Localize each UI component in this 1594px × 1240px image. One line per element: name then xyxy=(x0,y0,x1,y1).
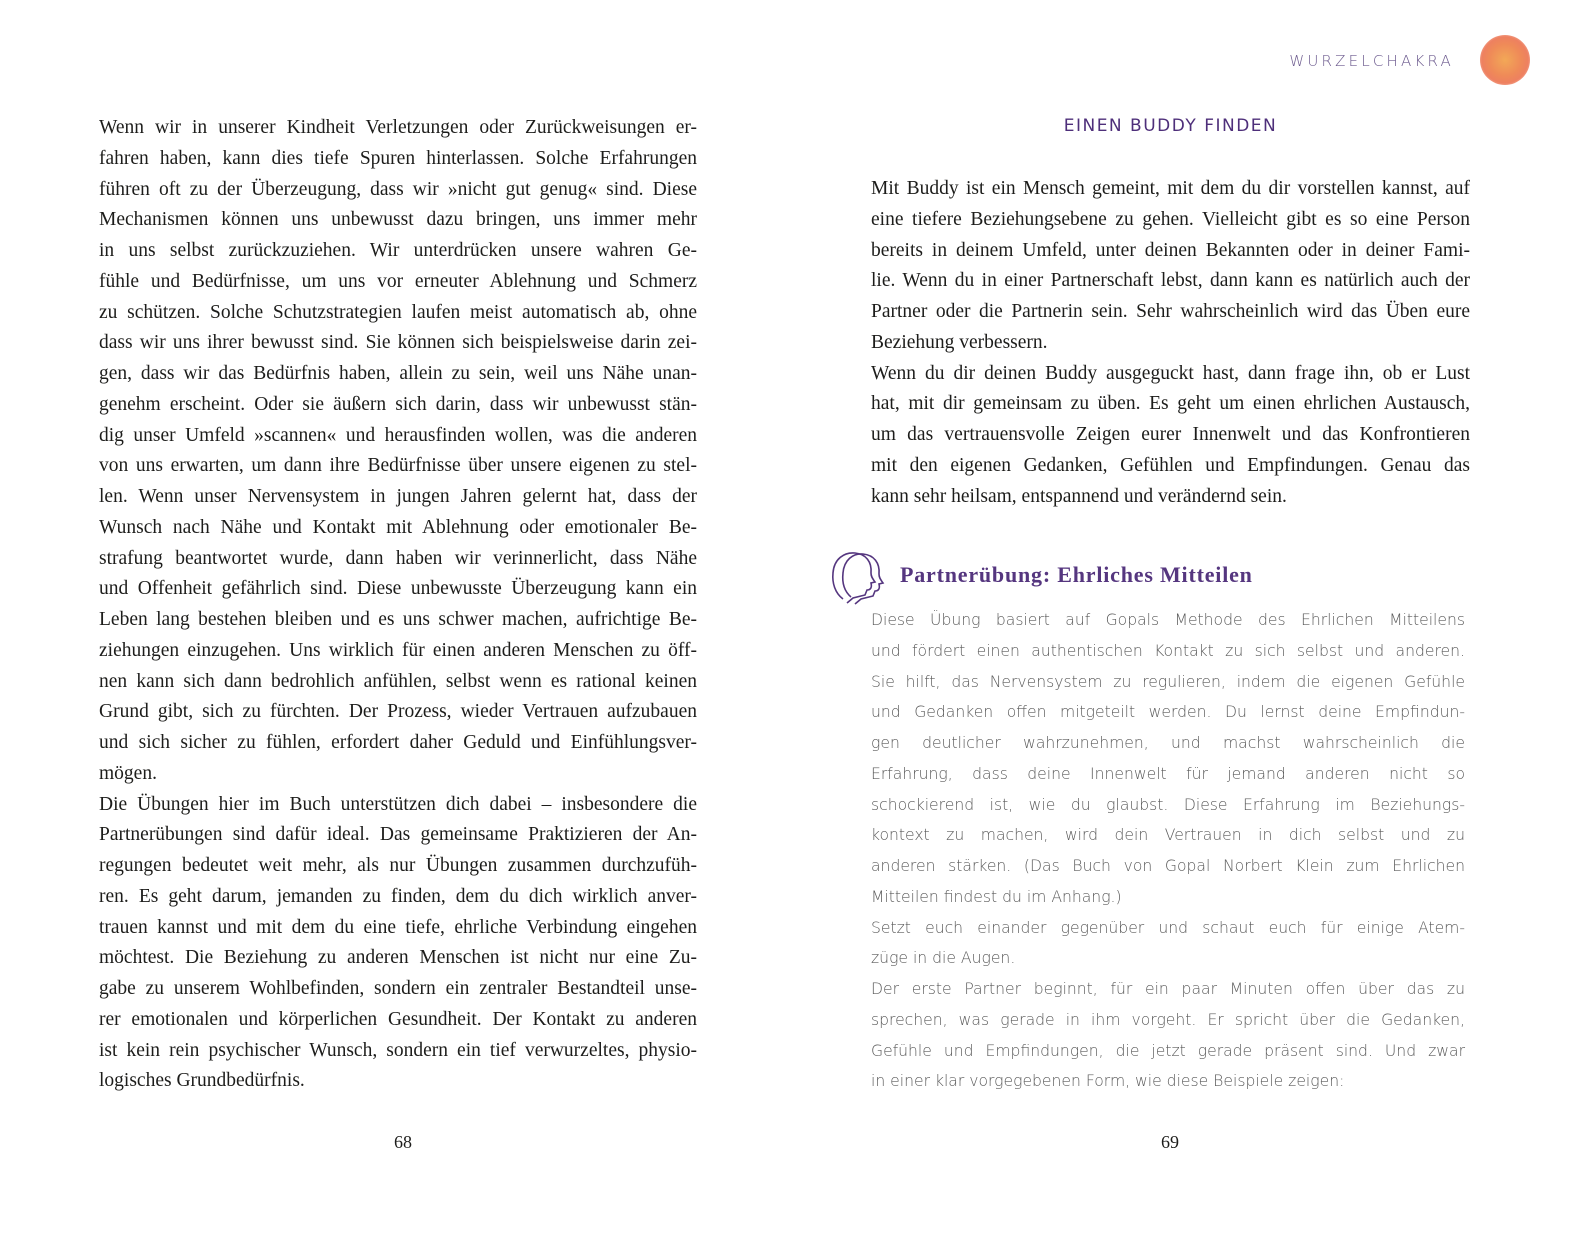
text-line: Grund gibt, sich zu fürchten. Der Prozess, wieder Vertrauen aufzubauen xyxy=(99,701,697,723)
text-line: mit den eigenen Gedanken, Gefühlen und Empfindungen. Genau das xyxy=(871,454,1470,476)
text-line: Erfahrung, dass deine Innenwelt für jemand anderen nicht so xyxy=(871,764,1465,783)
text-line: nen kann sich dann bedrohlich anfühlen, selbst wenn es rational keinen xyxy=(99,670,697,692)
text-line: und Gedanken offen mitgeteilt werden. Du lernst deine Empfindun- xyxy=(871,703,1465,722)
text-line: von uns erwarten, um dann ihre Bedürfnisse über unsere eigenen zu stel- xyxy=(99,455,697,477)
text-line: und fördert einen authentischen Kontakt zu sich selbst und anderen. xyxy=(871,641,1465,660)
two-heads-profile-icon xyxy=(829,549,887,605)
text-line: Der erste Partner beginnt, für ein paar Minuten offen über das zu xyxy=(871,980,1465,998)
text-line: strafung beantwortet wurde, dann haben wir verinnerlicht, dass Nähe xyxy=(99,547,697,569)
left-page-body xyxy=(99,113,697,1097)
text-line: bereits in deinem Umfeld, unter deinen Bekannten oder in deiner Fami- xyxy=(871,239,1470,261)
section-title: EINEN BUDDY FINDEN xyxy=(1063,116,1278,136)
text-line: Partnerübungen sind dafür ideal. Das gemeinsame Praktizieren der An- xyxy=(99,824,697,846)
text-line: kann sehr heilsam, entspannend und verändernd sein. xyxy=(871,485,1287,507)
text-line: Wenn wir in unserer Kindheit Verletzungen oder Zurückweisungen er- xyxy=(99,117,697,138)
text-line: mögen. xyxy=(99,762,157,784)
text-line: ist kein rein psychischer Wunsch, sondern ein tief verwurzeltes, physio- xyxy=(99,1039,697,1061)
text-line: züge in die Augen. xyxy=(871,949,1016,968)
text-line: schockierend ist, wie du glaubst. Diese Erfahrung im Beziehungs- xyxy=(871,795,1465,814)
page-number-left: 68 xyxy=(394,1132,412,1152)
text-line: anderen stärken. (Das Buch von Gopal Norbert Klein zum Ehrlichen xyxy=(871,857,1465,875)
text-line: Beziehung verbessern. xyxy=(871,331,1048,353)
text-line: und sich sicher zu fühlen, erfordert daher Geduld und Einfühlungsver- xyxy=(99,732,697,753)
text-line: gabe zu unserem Wohlbefinden, sondern ein zentraler Bestandteil unse- xyxy=(99,978,697,999)
text-line: Mitteilen findest du im Anhang.) xyxy=(871,887,1122,906)
chakra-orb-icon xyxy=(1480,35,1530,85)
text-line: dig unser Umfeld »scannen« und herausfinden wollen, was die anderen xyxy=(99,424,697,446)
text-line: Mit Buddy ist ein Mensch gemeint, mit dem du dir vorstellen kannst, auf xyxy=(871,178,1470,199)
text-line: hat, mit dir gemeinsam zu üben. Es geht um einen ehrlichen Austausch, xyxy=(871,393,1470,415)
text-line: um das vertrauensvolle Zeigen eurer Innenwelt und das Konfrontieren xyxy=(871,424,1470,445)
text-line: logisches Grundbedürfnis. xyxy=(99,1070,305,1092)
text-line: möchtest. Die Beziehung zu anderen Menschen ist nicht nur eine Zu- xyxy=(99,947,697,969)
text-line: fühle und Bedürfnisse, um uns vor erneuter Ablehnung und Schmerz xyxy=(99,270,697,292)
text-line: sprechen, was gerade in ihm vorgeht. Er spricht über die Gedanken, xyxy=(871,1010,1465,1029)
text-line: dass wir uns ihrer bewusst sind. Sie können sich beispielsweise darin zei- xyxy=(99,332,697,354)
text-line: len. Wenn unser Nervensystem in jungen Jahren gelernt hat, dass der xyxy=(99,486,697,507)
text-line: fahren haben, kann dies tiefe Spuren hinterlassen. Solche Erfahrungen xyxy=(99,147,697,169)
text-line: ren. Es geht darum, jemanden zu finden, dem du dich wirklich anver- xyxy=(99,885,697,907)
text-line: Wenn du dir deinen Buddy ausgeguckt hast, dann frage ihn, ob er Lust xyxy=(871,362,1470,384)
text-line: kontext zu machen, wird dein Vertrauen in dich selbst und zu xyxy=(871,826,1465,845)
text-line: ziehungen einzugehen. Uns wirklich für einen anderen Menschen zu öff- xyxy=(99,639,697,661)
text-line: Leben lang bestehen bleiben und es uns schwer machen, aufrichtige Be- xyxy=(99,609,697,630)
text-line: Wunsch nach Nähe und Kontakt mit Ablehnung oder emotionaler Be- xyxy=(99,516,697,538)
text-line: Mechanismen können uns unbewusst dazu bringen, uns immer mehr xyxy=(99,209,697,231)
exercise-body xyxy=(871,605,1465,1097)
text-line: gen deutlicher wahrzunehmen, und machst wahrscheinlich die xyxy=(871,734,1465,752)
text-line: Die Übungen hier im Buch unterstützen dich dabei – insbesondere die xyxy=(99,793,697,815)
text-line: Gefühle und Empfindungen, die jetzt gerade präsent sind. Und zwar xyxy=(871,1041,1465,1060)
text-line: in uns selbst zurückzuziehen. Wir unterdrücken unsere wahren Ge- xyxy=(99,240,697,261)
text-line: rer emotionalen und körperlichen Gesundheit. Der Kontakt zu anderen xyxy=(99,1008,697,1030)
text-line: Setzt euch einander gegenüber und schaut euch für einige Atem- xyxy=(871,918,1465,937)
text-line: führen oft zu der Überzeugung, dass wir »nicht gut genug« sind. Diese xyxy=(99,178,697,200)
text-line: genehm erscheint. Oder sie äußern sich darin, dass wir unbewusst stän- xyxy=(99,393,697,415)
text-line: und Offenheit gefährlich sind. Diese unbewusste Überzeugung kann ein xyxy=(99,578,697,600)
text-line: Partner oder die Partnerin sein. Sehr wahrscheinlich wird das Üben eure xyxy=(871,301,1470,322)
running-title: WURZELCHAKRA xyxy=(1289,52,1454,70)
text-line: gen, dass wir das Bedürfnis haben, allein zu sein, weil uns Nähe unan- xyxy=(99,363,697,384)
text-line: trauen kannst und mit dem du eine tiefe, ehrliche Verbindung eingehen xyxy=(99,916,697,938)
right-page-intro xyxy=(871,174,1470,512)
text-line: Diese Übung basiert auf Gopals Methode des Ehrlichen Mitteilens xyxy=(871,611,1465,629)
text-line: in einer klar vorgegebenen Form, wie diese Beispiele zeigen: xyxy=(871,1072,1345,1091)
exercise-title: Partnerübung: Ehrliches Mitteilen xyxy=(900,562,1253,587)
text-line: lie. Wenn du in einer Partnerschaft lebst, dann kann es natürlich auch der xyxy=(871,270,1470,292)
text-line: eine tiefere Beziehungsebene zu gehen. Vielleicht gibt es so eine Person xyxy=(871,208,1470,230)
text-line: Sie hilft, das Nervensystem zu regulieren, indem die eigenen Gefühle xyxy=(871,672,1465,691)
text-line: regungen bedeutet weit mehr, als nur Übungen zusammen durchzufüh- xyxy=(99,855,697,876)
page-number-right: 69 xyxy=(1161,1132,1179,1152)
text-line: zu schützen. Solche Schutzstrategien laufen meist automatisch ab, ohne xyxy=(99,301,697,323)
